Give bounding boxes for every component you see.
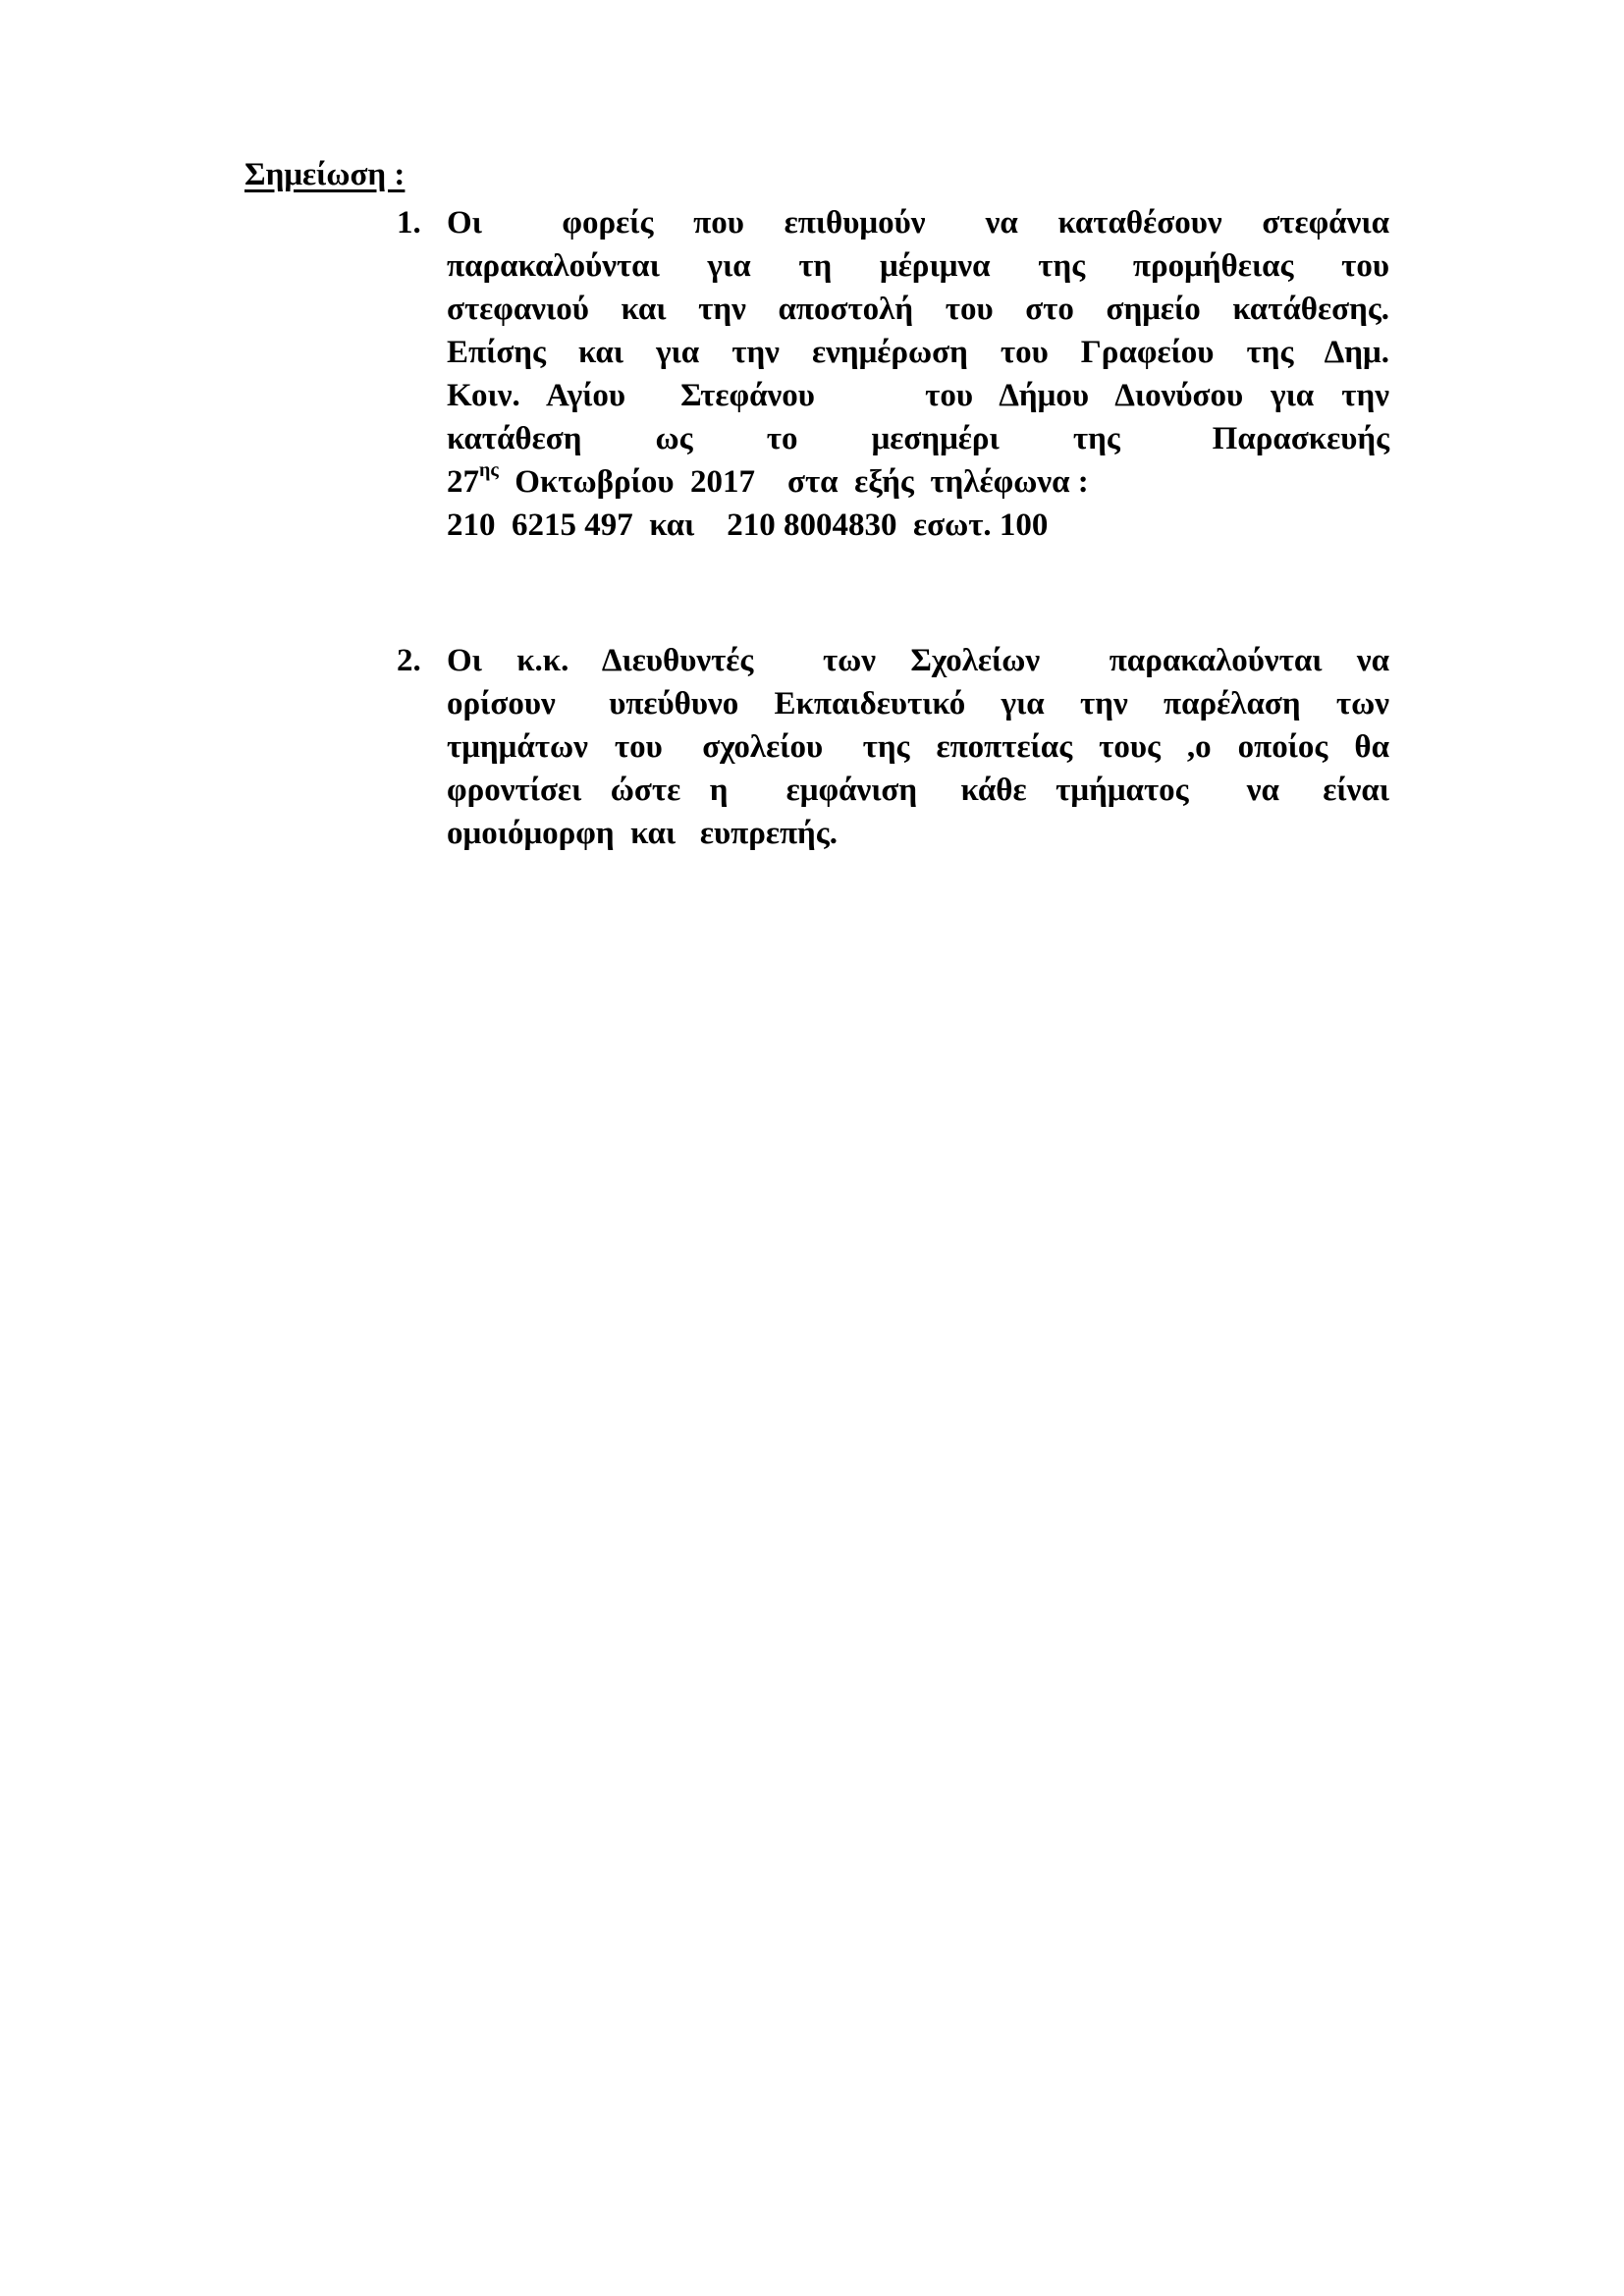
- item-1-line-5: Κοιν. Αγίου Στεφάνου του Δήμου Διονύσου για την: [447, 378, 1389, 413]
- item-1-line-2: παρακαλούνται για τη μέριμνα της προμήθειας του: [447, 248, 1389, 284]
- item-2-line-4: φροντίσει ώστε η εμφάνιση κάθε τμήματος να είναι: [447, 773, 1389, 808]
- item-2-line-2: ορίσουν υπεύθυνο Εκπαιδευτικό για την παρέλαση των: [447, 686, 1389, 721]
- date-day: 27: [447, 464, 479, 500]
- item-1-line-4: Επίσης και για την ενημέρωση του Γραφείου της Δημ.: [447, 335, 1389, 370]
- item-2-line-5: ομοιόμορφη και ευπρεπής.: [447, 816, 838, 851]
- date-day-suffix: ης: [479, 459, 499, 481]
- item-2-number: 2.: [397, 643, 421, 678]
- date-rest: Οκτωβρίου 2017 στα εξής τηλέφωνα :: [498, 464, 1089, 500]
- item-1-line-1: Οι φορείς που επιθυμούν να καταθέσουν στεφάνια: [447, 205, 1389, 240]
- item-1-line-3: στεφανιού και την αποστολή του στο σημείο κατάθεσης.: [447, 292, 1389, 327]
- item-1-number: 1.: [397, 205, 421, 240]
- note-heading: Σημείωση :: [244, 157, 406, 192]
- item-1-date-line: [447, 459, 1389, 502]
- item-1-line-6: κατάθεση ως το μεσημέρι της Παρασκευής: [447, 421, 1389, 456]
- item-2-line-1: Οι κ.κ. Διευθυντές των Σχολείων παρακαλούνται να: [447, 643, 1389, 678]
- item-2-line-3: τμημάτων του σχολείου της εποπτείας τους ,ο οποίος θα: [447, 729, 1389, 765]
- item-1-phone-line: 210 6215 497 και 210 8004830 εσωτ. 100: [447, 507, 1049, 543]
